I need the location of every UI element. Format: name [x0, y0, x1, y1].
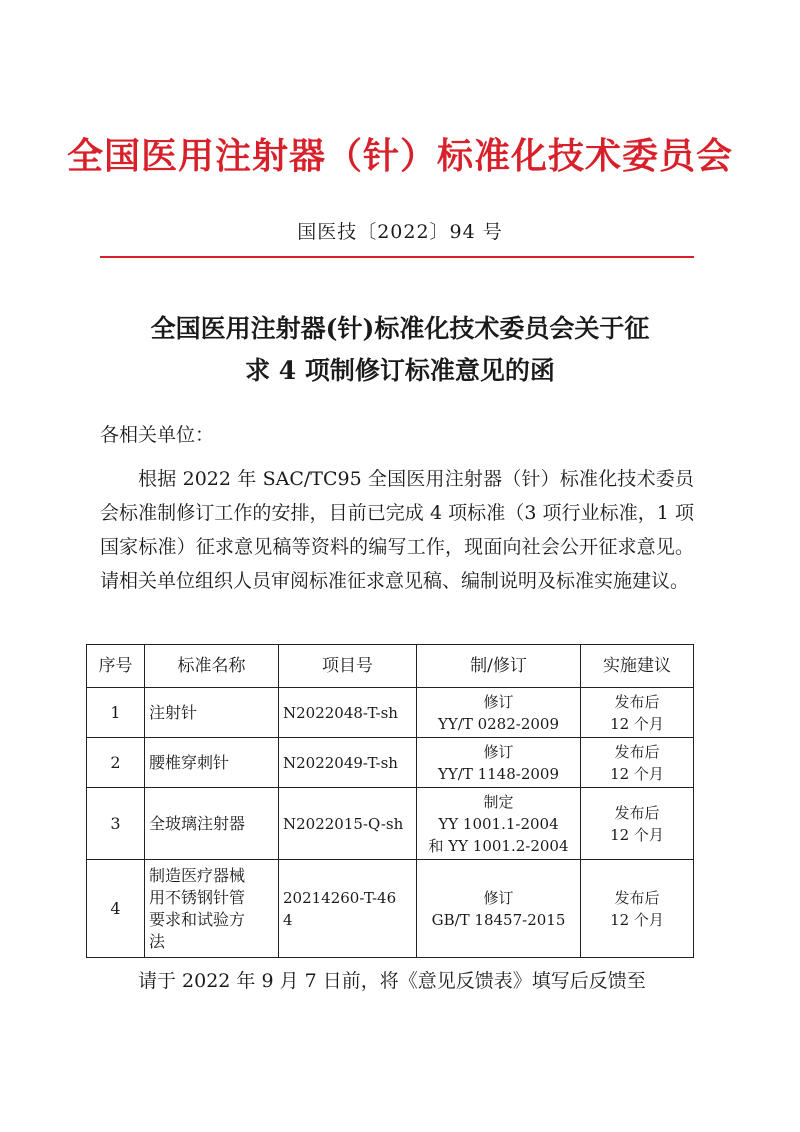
row-revision: 修订 GB/T 18457-2015: [417, 860, 581, 958]
table-row: [87, 860, 694, 958]
table-row: [87, 788, 694, 860]
row-code: 20214260-T-46 4: [279, 860, 417, 958]
row-code: N2022048-T-sh: [279, 688, 417, 738]
table-row: [87, 738, 694, 788]
row-no: 1: [87, 688, 145, 738]
table-row: [87, 688, 694, 738]
row-code: N2022049-T-sh: [279, 738, 417, 788]
red-divider: [100, 256, 694, 258]
header-no: 序号: [87, 645, 145, 688]
row-name: 注射针: [145, 688, 279, 738]
org-title: 全国医用注射器（针）标准化技术委员会: [66, 135, 733, 177]
salutation: 各相关单位：: [100, 424, 215, 446]
row-name: 全玻璃注射器: [145, 788, 279, 860]
row-revision: 修订 YY/T 0282-2009: [417, 688, 581, 738]
row-no: 4: [87, 860, 145, 958]
title-line-2: 求 4 项制修订标准意见的函: [245, 356, 555, 385]
row-implementation: 发布后 12 个月: [581, 738, 694, 788]
standards-table: [86, 644, 694, 958]
row-revision: 制定 YY 1001.1-2004 和 YY 1001.2-2004: [417, 788, 581, 860]
row-code: N2022015-Q-sh: [279, 788, 417, 860]
row-revision: 修订 YY/T 1148-2009: [417, 738, 581, 788]
table-header-row: [87, 645, 694, 688]
header-code: 项目号: [279, 645, 417, 688]
body-paragraph: 根据 2022 年 SAC/TC95 全国医用注射器（针）标准化技术委员会标准制修订工作的安排，目前已完成 4 项标准（3 项行业标准，1 项国家标准）征求意见稿等资料的编写工作，现面向社会公开征求意见。请相关单位组织人员审阅标准征求意见稿、编制说明及标准实施建议。: [100, 468, 694, 592]
row-no: 3: [87, 788, 145, 860]
row-implementation: 发布后 12 个月: [581, 788, 694, 860]
row-name: 制造医疗器械 用不锈钢针管 要求和试验方 法: [145, 860, 279, 958]
row-implementation: 发布后 12 个月: [581, 860, 694, 958]
header-name: 标准名称: [145, 645, 279, 688]
closing-paragraph: 请于 2022 年 9 月 7 日前，将《意见反馈表》填写后反馈至: [138, 970, 646, 992]
row-implementation: 发布后 12 个月: [581, 688, 694, 738]
title-line-1: 全国医用注射器(针)标准化技术委员会关于征: [150, 314, 650, 343]
row-name: 腰椎穿刺针: [145, 738, 279, 788]
row-no: 2: [87, 738, 145, 788]
header-revision: 制/修订: [417, 645, 581, 688]
document-title: [60, 308, 740, 392]
header-implementation: 实施建议: [581, 645, 694, 688]
document-number: 国医技〔2022〕94 号: [297, 221, 503, 243]
